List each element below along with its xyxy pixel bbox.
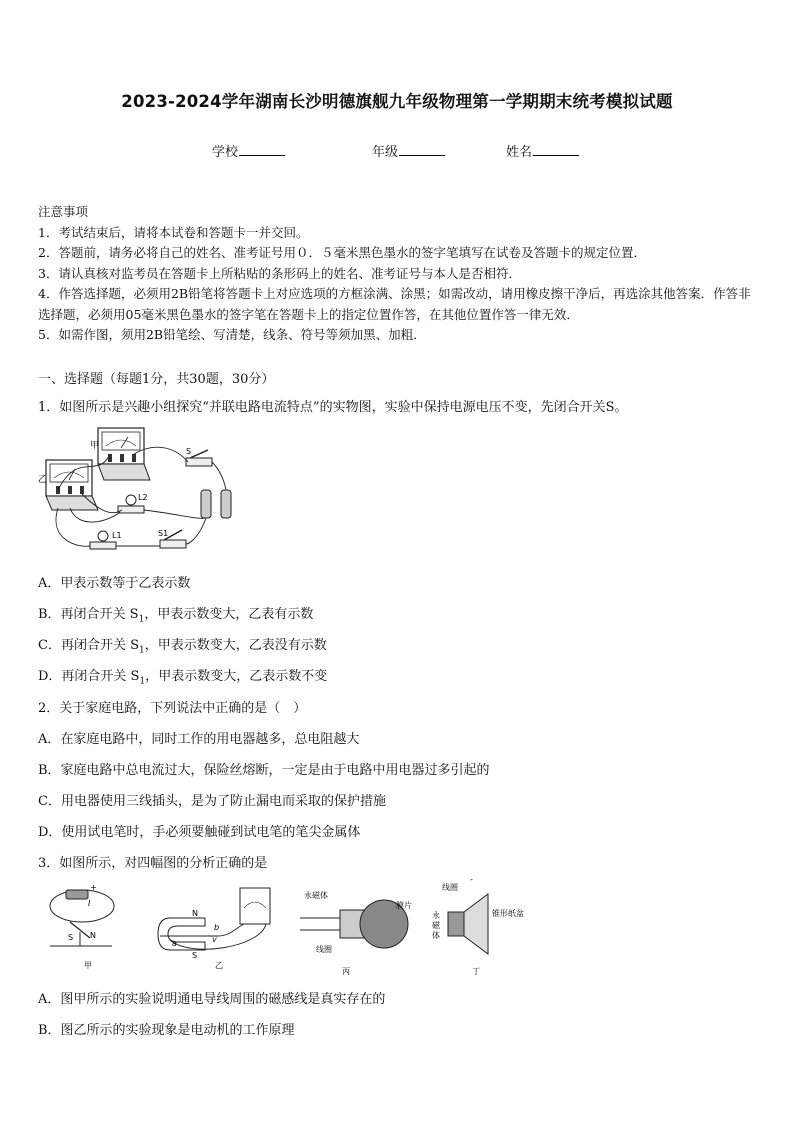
q1-option-c[interactable] — [38, 634, 327, 656]
magnet-icon — [448, 912, 464, 936]
question-1-stem: 1．如图所示是兴趣小组探究“并联电路电流特点”的实物图，实验中保持电源电压不变，先闭合开关S。 — [38, 400, 628, 415]
notice-block — [38, 202, 762, 346]
s-label: S — [68, 933, 74, 942]
section-heading: 一、选择题（每题1分，共30题，30分） — [38, 372, 275, 387]
ammeter-jia — [98, 428, 150, 480]
notice-item: 3．请认真核对监考员在答题卡上所粘贴的条形码上的姓名、准考证号与本人是否相符． — [38, 265, 521, 281]
q3-figures — [40, 878, 540, 978]
cone-label: 锥形纸盆 — [492, 909, 524, 918]
magnet-label: 体 — [432, 931, 440, 940]
q2-option-b[interactable]: B．家庭电路中总电流过大，保险丝熔断，一定是由于电路中用电器过多引起的 — [38, 763, 490, 778]
q3-option-b[interactable]: B．图乙所示的实验现象是电动机的工作原理 — [38, 1023, 295, 1038]
subscript: 1 — [138, 614, 145, 625]
subscript: 1 — [139, 645, 145, 656]
figure-ding — [432, 878, 524, 976]
b-label: b — [214, 923, 220, 932]
q2-option-c[interactable]: C．用电器使用三线插头，是为了防止漏电而采取的保护措施 — [38, 794, 386, 809]
option-text: ，甲表示数变大，乙表有示数 — [144, 607, 314, 622]
q3-option-a[interactable]: A．图甲所示的实验说明通电导线周围的磁感线是真实存在的 — [38, 992, 386, 1007]
q1-option-b[interactable] — [38, 603, 313, 625]
school-blank[interactable] — [239, 143, 285, 156]
grade-label: 年级 — [372, 145, 399, 160]
school-field[interactable] — [212, 141, 285, 160]
notice-item: 2．答题前，请务必将自己的姓名、准考证号用０．５毫米黑色墨水的签字笔填写在试卷及答题卡的规定位置． — [38, 245, 646, 260]
label-s1: S1 — [158, 529, 169, 538]
grade-field[interactable] — [372, 141, 445, 160]
ammeter-yi — [46, 460, 98, 510]
s-label: S — [192, 951, 198, 960]
coil-label: 线圈 — [442, 883, 458, 892]
name-field[interactable] — [506, 141, 579, 160]
notice-item: 1．考试结束后，请将本试卷和答题卡一并交回。 — [38, 224, 309, 240]
notice-item: 5．如需作图，须用2B铅笔绘、写清楚，线条、符号等须加黑、加粗． — [38, 327, 426, 342]
option-text: B．再闭合开关 S — [38, 607, 139, 622]
figure-bing-caption: 丙 — [342, 967, 350, 976]
question-2-stem: 2．关于家庭电路，下列说法中正确的是（ ） — [38, 701, 307, 716]
notice-item: 4．作答选择题，必须用2B铅笔将答题卡上对应选项的方框涂满、涂黑；如需改动，请用橡皮擦干净后，再选涂其他答案．作答非选择题，必须用05毫米黑色墨水的签字笔在答题卡上的指定位置作答，在其他位置作答一律无效． — [38, 286, 751, 322]
current-label: I — [88, 899, 91, 908]
magnet-label: 磁 — [432, 921, 440, 930]
v-label: v — [212, 935, 217, 944]
cone-icon — [464, 894, 488, 954]
plus-label: + — [90, 883, 97, 892]
school-label: 学校 — [212, 145, 239, 160]
grade-blank[interactable] — [399, 143, 445, 156]
notice-heading: 注意事项 — [38, 204, 89, 219]
u-magnet-icon — [158, 918, 205, 950]
q1-option-a[interactable]: A．甲表示数等于乙表示数 — [38, 576, 191, 591]
film-label: 膜片 — [396, 901, 412, 910]
subscript: 1 — [139, 676, 146, 687]
label-l2: L2 — [138, 493, 148, 502]
option-text: C．再闭合开关 S — [38, 638, 139, 653]
q2-option-d[interactable]: D．使用试电笔时，手必须要触碰到试电笔的笔尖金属体 — [38, 825, 361, 840]
question-3-stem: 3．如图所示，对四幅图的分析正确的是 — [38, 856, 268, 871]
battery-icon — [201, 490, 211, 518]
q1-circuit-figure — [38, 420, 248, 560]
q2-option-a[interactable]: A．在家庭电路中，同时工作的用电器越多，总电阻越大 — [38, 732, 360, 747]
option-text: ，甲表示数变大，乙表没有示数 — [144, 638, 327, 653]
minus-label: - — [470, 878, 473, 884]
name-label: 姓名 — [506, 145, 533, 160]
figure-jia-caption: 甲 — [84, 961, 92, 970]
option-text: D．再闭合开关 S — [38, 669, 140, 684]
figure-yi — [158, 888, 270, 970]
battery-icon — [66, 890, 88, 899]
label-l1: L1 — [112, 531, 122, 540]
battery-icon — [221, 490, 231, 518]
option-text: ，甲表示数变大，乙表示数不变 — [145, 669, 328, 684]
label-yi: 乙 — [38, 475, 48, 485]
figure-ding-caption: 丁 — [472, 967, 480, 976]
n-label: N — [90, 931, 96, 940]
magnet-label: 永磁体 — [304, 891, 328, 900]
n-label: N — [192, 909, 198, 918]
q1-option-d[interactable] — [38, 665, 327, 687]
a-label: a — [172, 939, 177, 948]
magnet-label: 永 — [432, 911, 440, 920]
page-title: 2023-2024学年湖南长沙明德旗舰九年级物理第一学期期末统考模拟试题 — [121, 92, 673, 111]
coil-label: 线圈 — [316, 945, 332, 954]
figure-jia — [50, 883, 114, 970]
name-blank[interactable] — [533, 143, 579, 156]
galvanometer-icon — [240, 888, 270, 924]
label-jia: 甲 — [90, 441, 100, 451]
figure-bing — [300, 890, 412, 976]
figure-yi-caption: 乙 — [215, 961, 223, 970]
label-s: S — [186, 447, 192, 456]
